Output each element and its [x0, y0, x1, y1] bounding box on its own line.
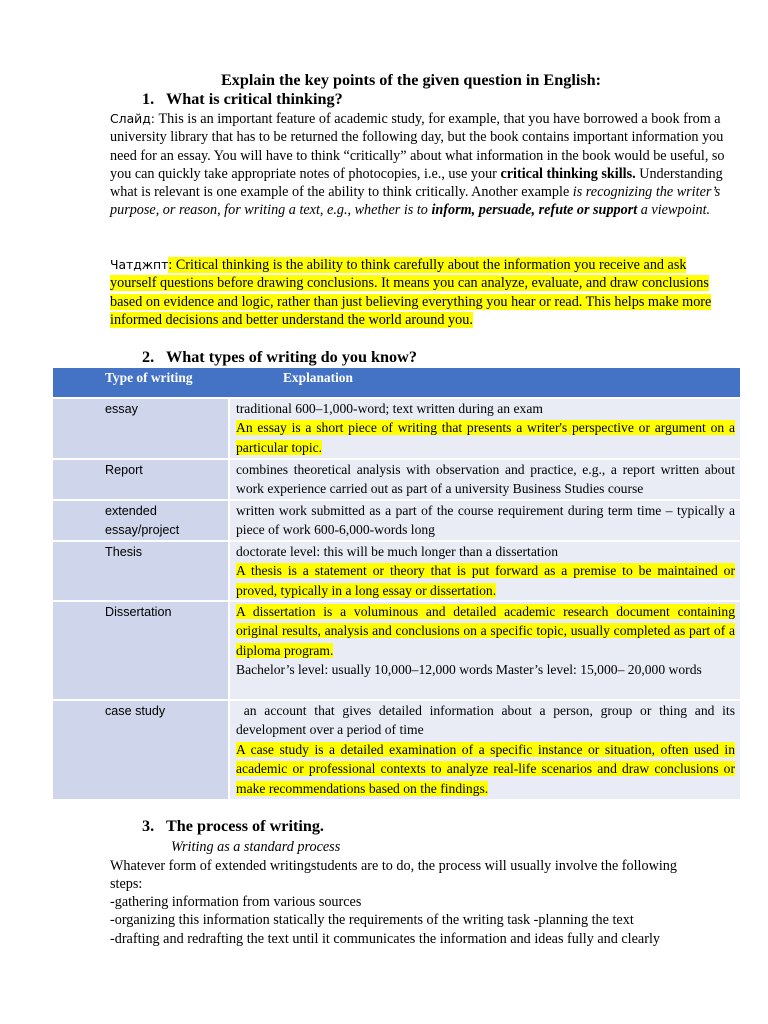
row-plain-before: combines theoretical analysis with observation and practice, e.g., a report written about work experience carried out as part of a university Business Studies course [236, 462, 735, 497]
row-plain-before: an account that gives detailed information about a person, group or thing and its development over a period of time [236, 703, 739, 738]
row-highlight: A dissertation is a voluminous and detailed academic research document containing original results, analysis and conclusions on a specific topic, usually completed as part of a diploma program. [236, 604, 735, 658]
section-3-heading [142, 816, 324, 836]
table-row [53, 459, 740, 500]
slide-bold-text: critical thinking skills. [500, 165, 636, 182]
document-title: Explain the key points of the given question in English: [220, 71, 602, 89]
slide-label: Слайд: [110, 111, 155, 126]
row-type: essay [53, 398, 229, 459]
row-type: Thesis [53, 541, 229, 601]
row-plain-before: doctorate level: this will be much longer than a dissertation [236, 543, 559, 559]
section-2-heading-text: What types of writing do you know? [166, 348, 417, 366]
slide-text-1: This is an important feature of academic study, for example, that you have borrowed a book from a university library that has to be returned the following day, but the book contains important information you need for an essay. You will have to think “critically” about what information in the book would be useful, so you can quickly take appropriate notes of photocopies, i.e., use your [110, 111, 725, 182]
section-3-number: 3. [142, 817, 155, 835]
section-2-heading [142, 347, 417, 367]
row-highlight: A thesis is a statement or theory that is put forward as a premise to be maintained or proved, typically in a long essay or dissertation. [236, 563, 735, 598]
table-row [53, 500, 740, 541]
section-3-subheading: Writing as a standard process [171, 839, 341, 855]
column-header-type: Type of writing [53, 368, 229, 398]
chatgpt-highlighted-text: : Critical thinking is the ability to think carefully about the information you receive and ask yourself questions before drawing conclusions. It means you can analyze, evaluate, and draw conclusions based on evidence and logic, rather than just believing everything you hear or read. This helps make more informed decisions and better understand the world around you. [110, 257, 712, 328]
section-1-heading [142, 89, 343, 109]
row-explanation [229, 459, 740, 500]
section-3-heading-text: The process of writing. [166, 817, 324, 835]
table-row [53, 700, 740, 799]
row-explanation [229, 700, 740, 799]
section-1-number: 1. [142, 90, 155, 108]
row-type: Report [53, 459, 229, 500]
row-type: case study [53, 700, 229, 799]
section-1-heading-text: What is critical thinking? [166, 90, 343, 108]
chatgpt-paragraph [110, 256, 736, 329]
table-row [53, 541, 740, 601]
section-3-intro: Whatever form of extended writingstudents are to do, the process will usually involve the following steps: [110, 858, 677, 893]
slide-italic-end: a viewpoint. [637, 202, 711, 219]
table-row [53, 601, 740, 700]
list-item: -gathering information from various sources [110, 894, 362, 910]
section-2-number: 2. [142, 348, 155, 366]
row-explanation [229, 398, 740, 459]
row-explanation [229, 601, 740, 700]
row-type: extended essay/project [53, 500, 229, 541]
row-type: Dissertation [53, 601, 229, 700]
row-plain-after: Bachelor’s level: usually 10,000–12,000 words Master’s level: 15,000– 20,000 words [236, 662, 702, 678]
row-explanation [229, 500, 740, 541]
writing-types-table [53, 368, 740, 799]
slide-italic-text: is recognizing the writer’s purpose, or reason, for writing a text, e.g., whether is to [110, 184, 721, 219]
table-row [53, 398, 740, 459]
writing-steps-list [110, 893, 750, 948]
slide-bold-italic-text: inform, persuade, refute or support [431, 202, 638, 219]
list-item: -organizing this information statically the requirements of the writing task -planning the text [110, 912, 634, 929]
row-plain-before: written work submitted as a part of the course requirement during term time – typically a piece of work 600-6,000-words long [236, 502, 735, 538]
list-item: -drafting and redrafting the text until it communicates the information and ideas fully and clearly [110, 930, 660, 947]
row-explanation [229, 541, 740, 601]
row-highlight: An essay is a short piece of writing that presents a writer's perspective or argument on a particular topic. [236, 420, 735, 455]
row-plain-before: traditional 600–1,000-word; text written during an exam [236, 401, 543, 416]
slide-paragraph [110, 110, 736, 220]
table-header-row [53, 368, 740, 398]
slide-text-2: Understanding what is relevant is one example of the ability to think critically. Another example [110, 165, 723, 201]
column-header-explanation: Explanation [229, 368, 740, 398]
chatgpt-label: Чатджпт [110, 257, 169, 272]
row-highlight: A case study is a detailed examination of a specific instance or situation, often used in academic or professional contexts to analyze real-life scenarios and draw conclusions or make recommendations based on the findings. [236, 741, 735, 796]
